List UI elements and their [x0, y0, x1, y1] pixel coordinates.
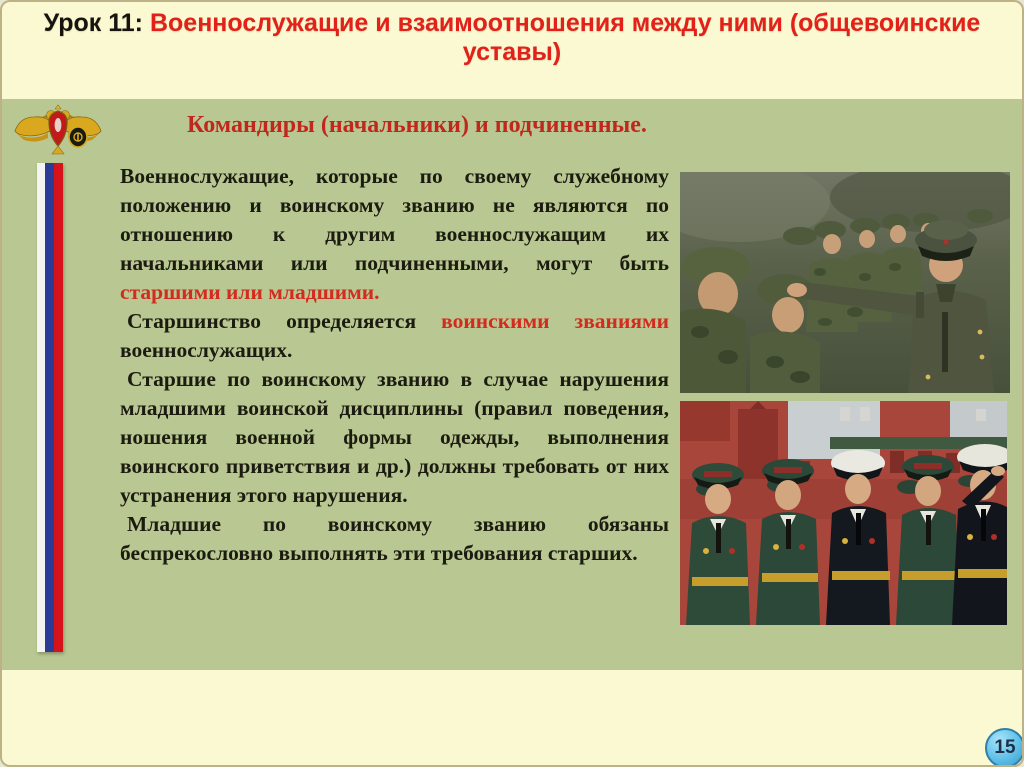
lesson-title-main: Военнослужащие и взаимоотношения между ними (общевоинские уставы)	[149, 9, 981, 66]
russian-flag-stripe-icon	[37, 163, 63, 652]
photo-soldiers-inspection	[680, 172, 1010, 393]
flag-white-band	[37, 163, 45, 652]
text-segment: Военнослужащие, которые по своему служебному положению и воинскому званию не являются по отношению к другим военнослужащим их начальниками или подчиненными, могут быть	[120, 164, 669, 275]
slide-body-area	[2, 99, 1024, 670]
text-segment: Старшинство определяется	[127, 309, 442, 333]
text-segment-highlight: старшими или младшими.	[120, 280, 380, 304]
slide-body-text	[120, 162, 669, 568]
page-number-badge	[985, 728, 1024, 767]
paragraph-seniority-definition	[120, 162, 669, 307]
lesson-title	[2, 9, 1022, 67]
russian-military-eagle-emblem-icon	[12, 104, 104, 156]
flag-red-band	[54, 163, 63, 652]
photo-officers-parade	[680, 401, 1007, 625]
slide-heading: Командиры (начальники) и подчиненные.	[187, 112, 647, 138]
flag-blue-band	[45, 163, 54, 652]
lesson-title-prefix: Урок 11:	[43, 9, 150, 37]
paragraph-juniors-duty	[120, 510, 669, 568]
page-number: 15	[994, 737, 1016, 758]
text-segment: Младшие по воинскому званию обязаны беспрекословно выполнять эти требования старших.	[120, 512, 669, 565]
text-segment: Старшие по воинскому званию в случае нарушения младшими воинской дисциплины (правил поведения, ношения военной формы одежды, выполнения воинского приветствия и др.) должны требовать от них устранения этого нарушения.	[120, 367, 669, 507]
paragraph-rank-determines	[120, 307, 669, 365]
paragraph-seniors-duty	[120, 365, 669, 510]
text-segment: военнослужащих.	[120, 338, 293, 362]
text-segment-highlight: воинскими званиями	[441, 309, 669, 333]
